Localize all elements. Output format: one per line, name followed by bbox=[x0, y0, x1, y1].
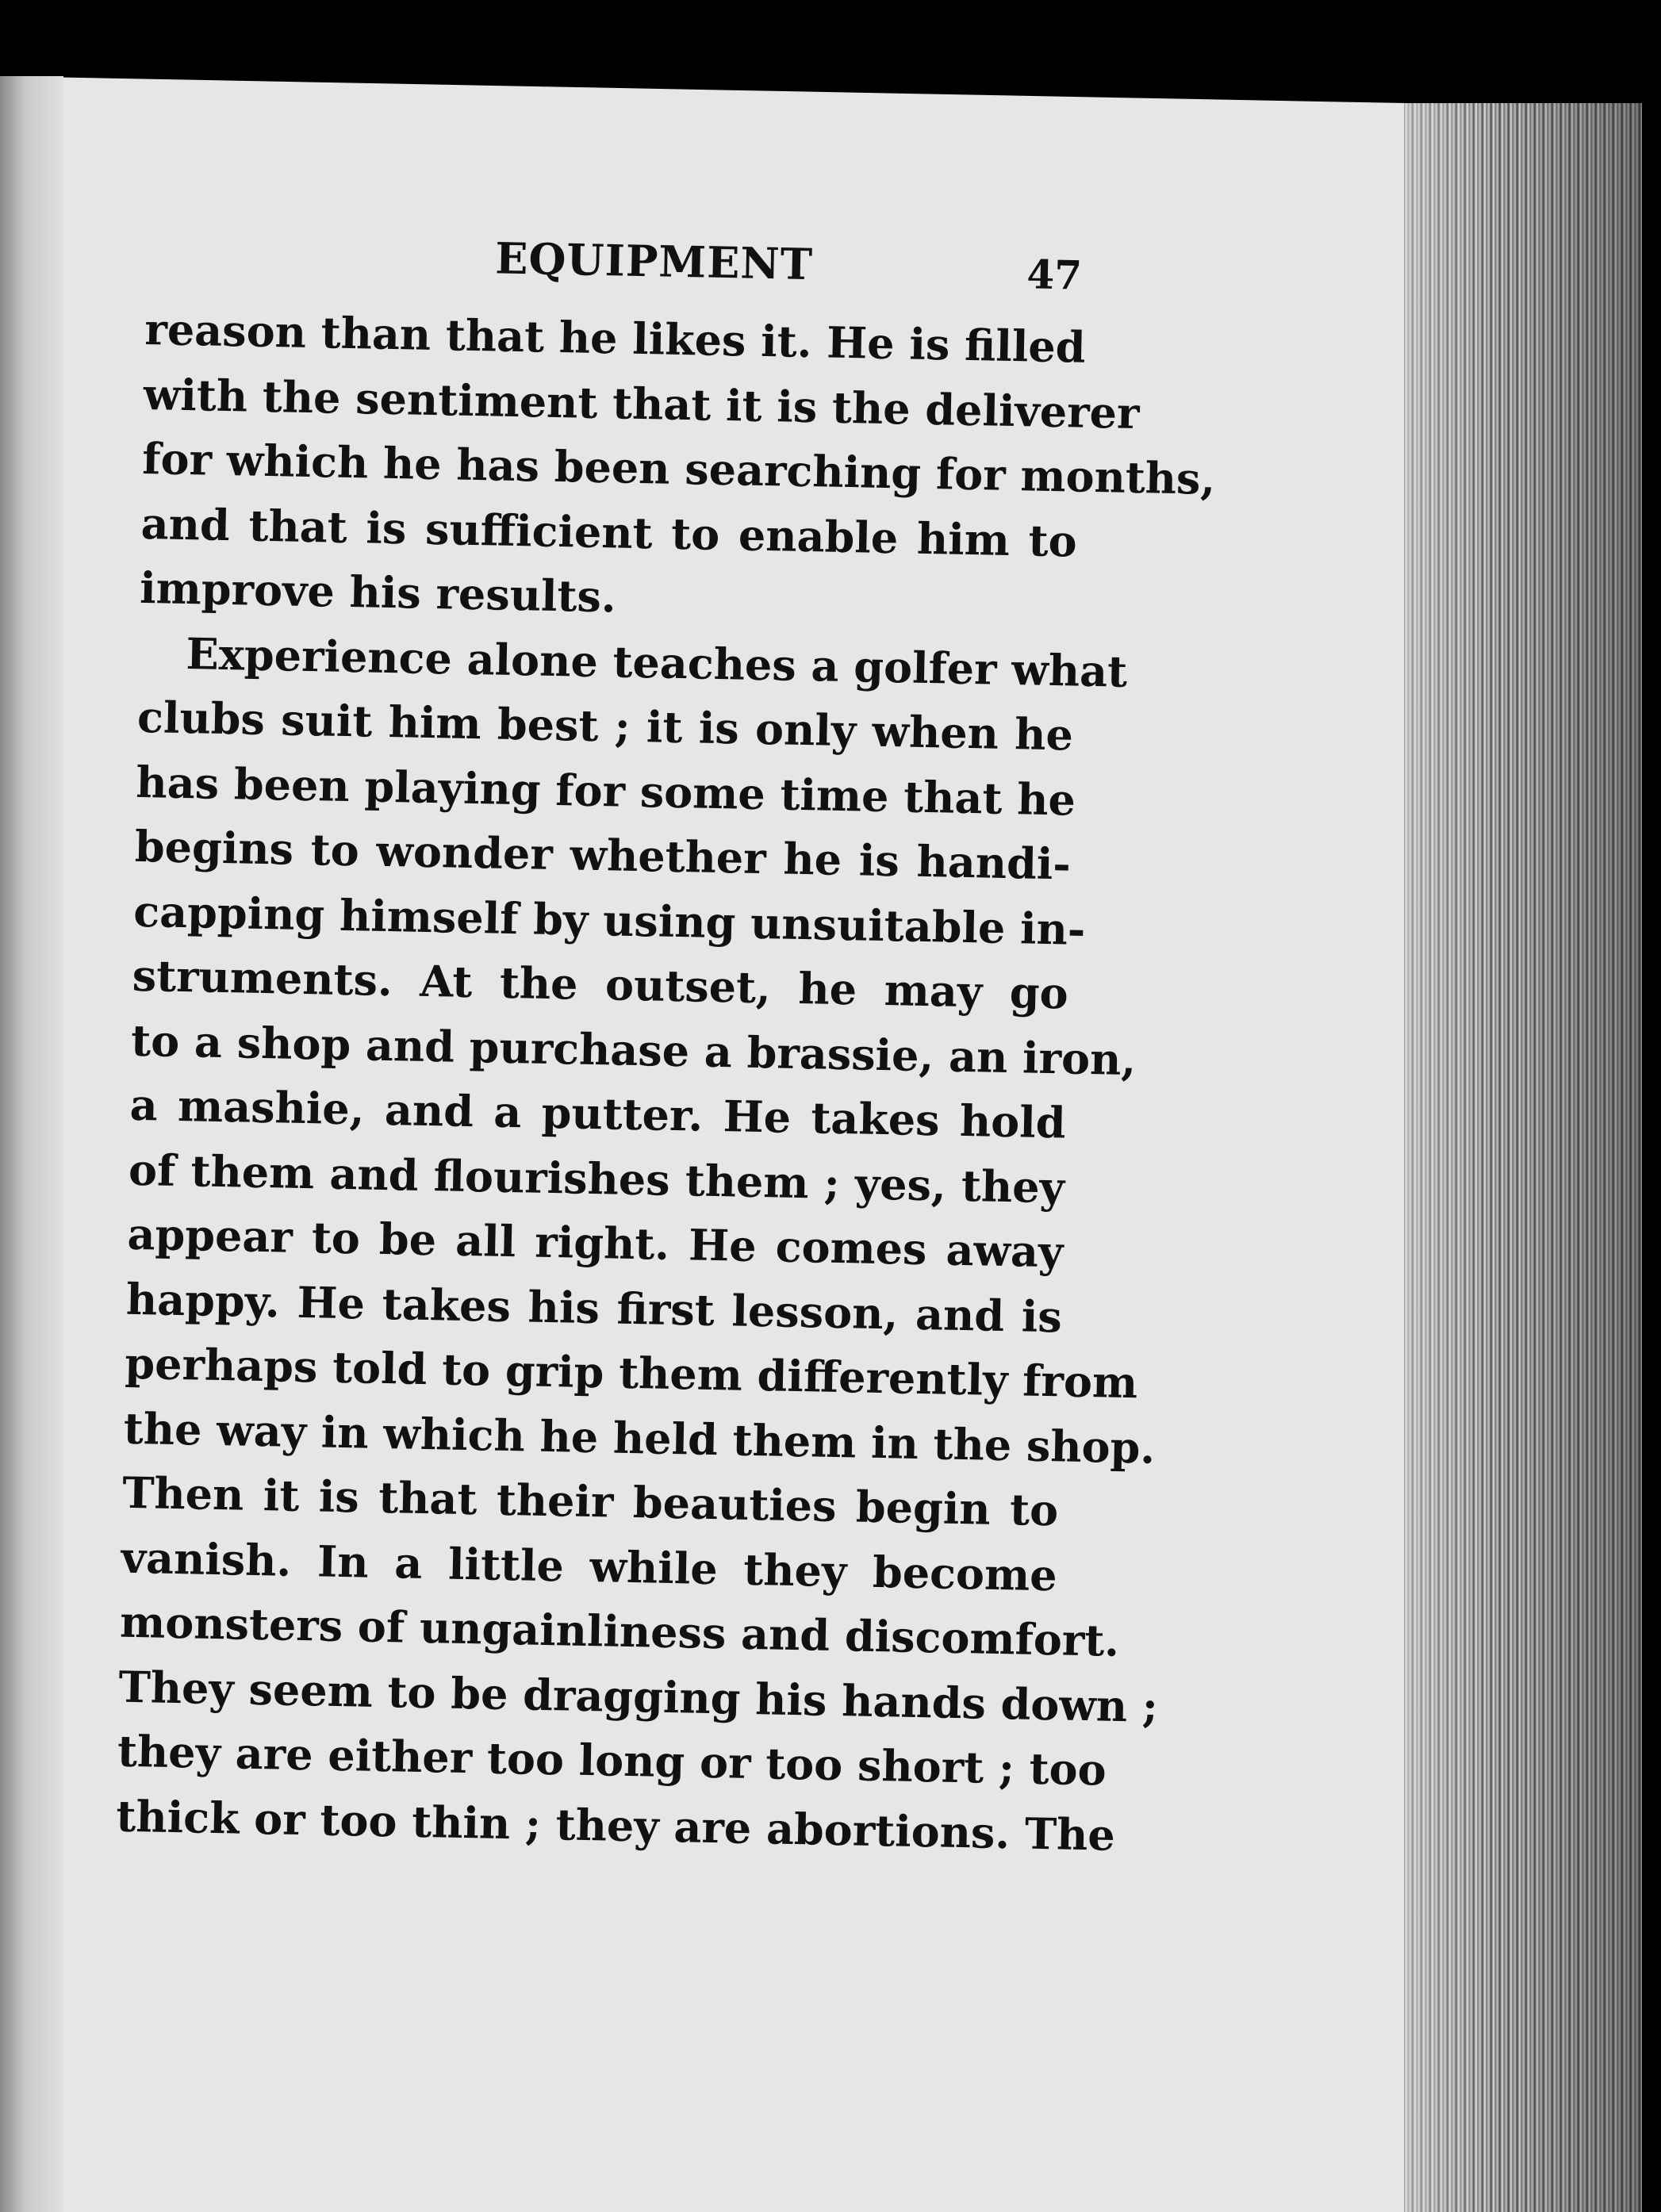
text-line: of them and flourishes them ; yes, they bbox=[128, 1144, 1065, 1213]
text-line: struments. At the outset, he may go bbox=[132, 949, 1069, 1019]
text-line: vanish. In a little while they become bbox=[121, 1532, 1058, 1601]
paragraph-2 bbox=[115, 620, 1159, 1866]
text-line: for which he has been searching for months, bbox=[141, 432, 1216, 504]
text-line: capping himself by using unsuitable in- bbox=[132, 885, 1086, 955]
page-number: 47 bbox=[1026, 251, 1083, 299]
page-edges-shade bbox=[1404, 103, 1642, 2212]
top-shadow bbox=[0, 0, 1661, 89]
text-line: thick or too thin ; they are abortions. The bbox=[115, 1790, 1116, 1861]
text-line: and that is sufficient to enable him to bbox=[140, 497, 1078, 567]
text-line: monsters of ungainliness and discomfort. bbox=[119, 1596, 1120, 1666]
text-line: with the sentiment that it is the deliverer bbox=[143, 368, 1141, 439]
paragraph-1 bbox=[139, 297, 1216, 638]
text-line: a mashie, and a putter. He takes hold bbox=[129, 1079, 1067, 1148]
binding-gutter bbox=[0, 76, 63, 2212]
running-head-title: EQUIPMENT bbox=[494, 232, 814, 290]
text-line: Then it is that their beauties begin to bbox=[121, 1466, 1059, 1536]
right-shadow bbox=[1642, 0, 1661, 2212]
text-line: reason than that he likes it. He is filled bbox=[144, 303, 1087, 373]
text-line: has been playing for some time that he bbox=[135, 756, 1076, 826]
text-line: happy. He takes his first lesson, and is bbox=[125, 1273, 1063, 1342]
text-line: to a shop and purchase a brassie, an iron, bbox=[130, 1014, 1137, 1085]
text-line: perhaps told to grip them differently from bbox=[124, 1337, 1138, 1409]
text-line: Experience alone teaches a golfer what bbox=[186, 627, 1128, 697]
text-line: begins to wonder whether he is handi- bbox=[134, 820, 1072, 890]
text-line: They seem to be dragging his hands down ; bbox=[118, 1661, 1159, 1732]
text-line: improve his results. bbox=[139, 562, 617, 623]
page-content bbox=[115, 226, 1216, 1866]
text-line: the way in which he held them in the shop. bbox=[123, 1402, 1156, 1474]
text-line: appear to be all right. He comes away bbox=[126, 1208, 1064, 1278]
text-line: clubs suit him best ; it is only when he bbox=[136, 691, 1074, 761]
text-line: they are either too long or too short ; too bbox=[117, 1725, 1107, 1796]
